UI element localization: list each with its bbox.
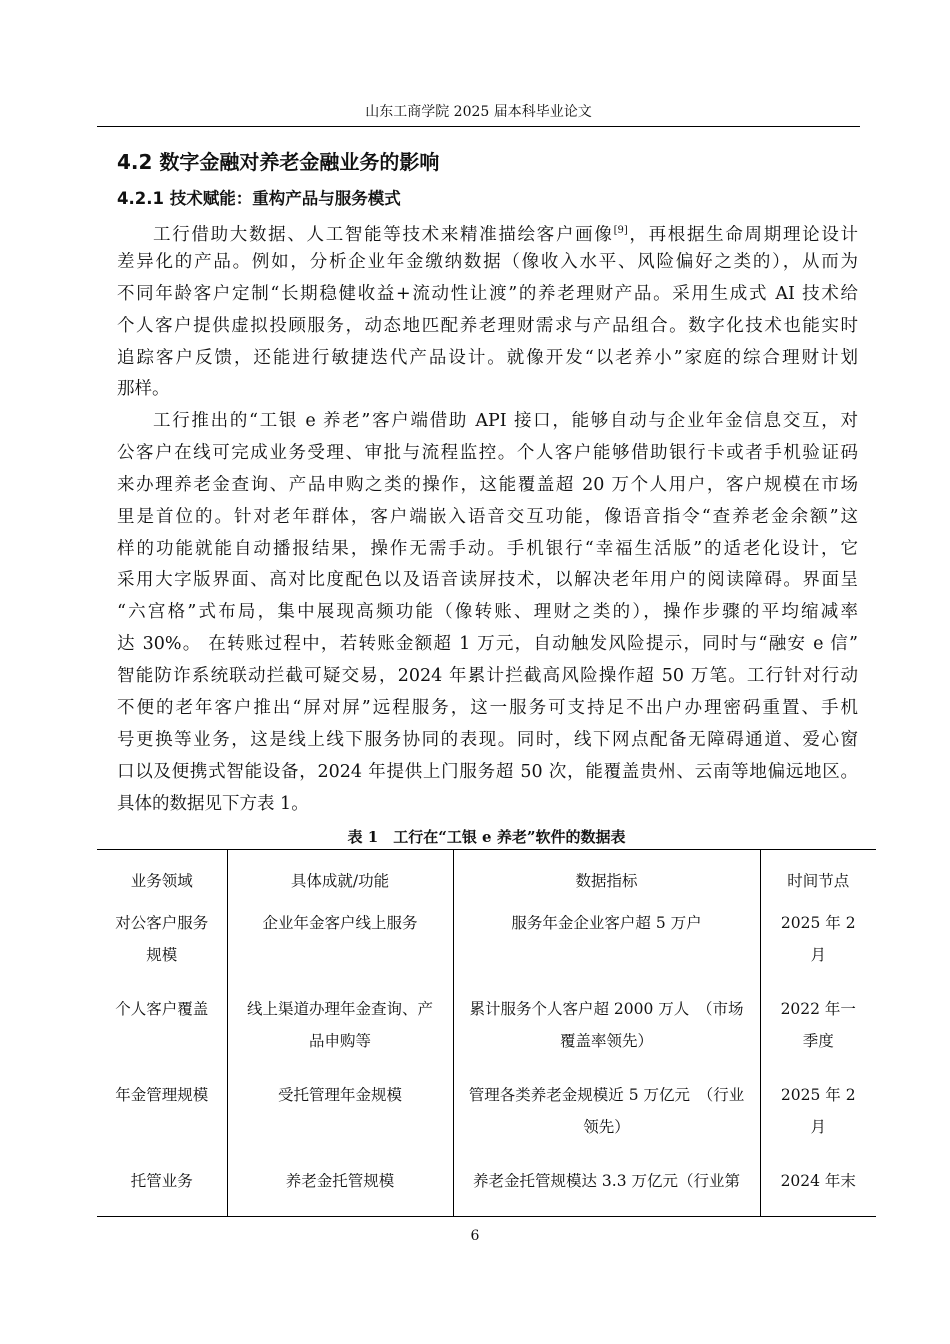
text-line: 追踪客户反馈，还能进行敏捷迭代产品设计。就像开发“以老养小”家庭的综合理财计划 xyxy=(117,347,858,368)
text-line: 口以及便携式智能设备，2024 年提供上门服务超 50 次，能覆盖贵州、云南等地偏远地区。 xyxy=(117,761,858,782)
table-cell: 2025 年 2 月 xyxy=(760,1079,876,1165)
table-header-row xyxy=(97,850,876,907)
table-cell: 养老金托管规模达 3.3 万亿元（行业第 xyxy=(453,1165,760,1217)
text-line: 来办理养老金查询、产品申购之类的操作，这能覆盖超 20 万个人用户，客户规模在市场 xyxy=(117,474,858,495)
text-line: 智能防诈系统联动拦截可疑交易，2024 年累计拦截高风险操作超 50 万笔。工行针对行动 xyxy=(117,666,858,687)
table-cell: 2022 年一季度 xyxy=(760,993,876,1079)
text-line: 具体的数据见下方表 1。 xyxy=(117,793,309,814)
page-number: 6 xyxy=(470,1228,480,1244)
paragraph-1 xyxy=(117,215,858,406)
table-cell: 养老金托管规模 xyxy=(227,1165,453,1217)
column-header: 时间节点 xyxy=(760,850,876,907)
text-line: 样的功能就能自动播报结果，操作无需手动。手机银行“幸福生活版”的适老化设计，它 xyxy=(117,538,858,559)
table-cell: 企业年金客户线上服务 xyxy=(227,907,453,993)
text-line: 里是首位的。针对老年群体，客户端嵌入语音交互功能，像语音指令“查养老金余额”这 xyxy=(117,506,858,527)
table-row xyxy=(97,907,876,993)
table-cell: 个人客户覆盖 xyxy=(115,999,209,1018)
text-line: 号更换等业务，这是线上线下服务协同的表现。同时，线下网点配备无障碍通道、爱心窗 xyxy=(117,729,858,750)
column-header: 数据指标 xyxy=(453,850,760,907)
data-table xyxy=(97,849,876,1217)
text-line: 工行借助大数据、人工智能等技术来精准描绘客户画像[9]，再根据生命周期理论设计 xyxy=(153,224,859,245)
text-line: 工行推出的“工银 e 养老”客户端借助 API 接口，能够自动与企业年金信息交互，对 xyxy=(153,411,858,431)
paragraph-2 xyxy=(117,406,858,821)
text-line: “六宫格”式布局，集中展现高频功能（像转账、理财之类的），操作步骤的平均缩减率 xyxy=(117,602,858,623)
text-line: 个人客户提供虚拟投顾服务，动态地匹配养老理财需求与产品组合。数字化技术也能实时 xyxy=(117,315,858,336)
text-line: 公客户在线可完成业务受理、审批与流程监控。个人客户能够借助银行卡或者手机验证码 xyxy=(117,442,858,463)
table-cell: 托管业务 xyxy=(130,1171,193,1190)
text-line: 差异化的产品。例如，分析企业年金缴纳数据（像收入水平、风险偏好之类的），从而为 xyxy=(117,251,858,272)
text-line: 不便的老年客户推出“屏对屏”远程服务，这一服务可支持足不出户办理密码重置、手机 xyxy=(117,698,858,719)
table-cell: 年金管理规模 xyxy=(115,1085,209,1104)
table-cell: 受托管理年金规模 xyxy=(227,1079,453,1165)
table-cell: 管理各类养老金规模近 5 万亿元 （行业领先） xyxy=(453,1079,760,1165)
subsection-heading: 4.2.1 技术赋能：重构产品与服务模式 xyxy=(117,189,401,208)
table-cell: 对公客户服务规模 xyxy=(115,913,209,964)
table-row xyxy=(97,1165,876,1217)
text-line: 采用大字版界面、高对比度配色以及语音读屏技术，以解决老年用户的阅读障碍。界面呈 xyxy=(117,570,858,591)
table-caption: 表 1 工行在“工银 e 养老”软件的数据表 xyxy=(347,828,626,846)
text-line: 达 30%。 在转账过程中，若转账金额超 1 万元，自动触发风险提示，同时与“融安 e 信” xyxy=(117,634,858,655)
running-header: 山东工商学院 2025 届本科毕业论文 xyxy=(365,104,592,120)
table-row xyxy=(97,993,876,1079)
text-line: 不同年龄客户定制“长期稳健收益+流动性让渡”的养老理财产品。采用生成式 AI 技术给 xyxy=(117,283,858,304)
table-cell: 累计服务个人客户超 2000 万人 （市场覆盖率领先） xyxy=(453,993,760,1079)
table-row xyxy=(97,1079,876,1165)
table-cell: 线上渠道办理年金查询、产品申购等 xyxy=(227,993,453,1079)
section-heading: 4.2 数字金融对养老金融业务的影响 xyxy=(117,150,440,174)
table-cell: 2025 年 2 月 xyxy=(760,907,876,993)
column-header: 业务领域 xyxy=(130,872,193,890)
text-line: 那样。 xyxy=(117,379,170,400)
table-cell: 服务年金企业客户超 5 万户 xyxy=(453,907,760,993)
header-divider xyxy=(97,126,860,127)
column-header: 具体成就/功能 xyxy=(227,850,453,907)
table-cell: 2024 年末 xyxy=(760,1165,876,1217)
